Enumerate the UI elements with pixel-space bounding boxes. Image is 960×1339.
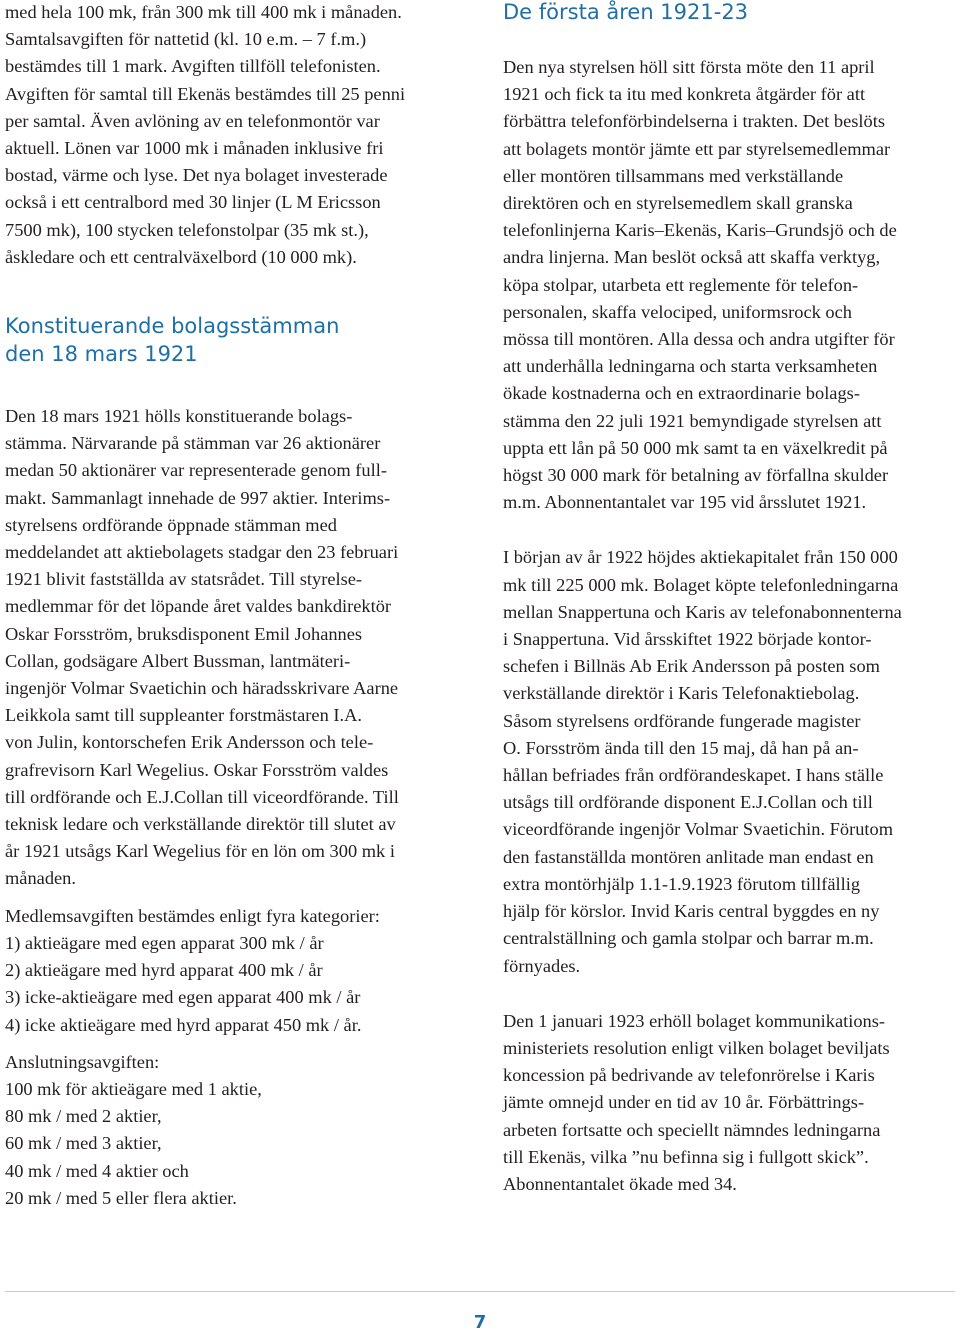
forsta-aren-paragraph-1 <box>503 54 955 516</box>
text-line: mk till 225 000 mk. Bolaget köpte telefonledningarna <box>503 574 899 595</box>
heading-line: Konstituerande bolagsstämman <box>5 314 340 339</box>
text-line: medan 50 aktionärer var representerade genom full- <box>5 460 387 481</box>
text-line: koncession på bedrivande av telefonrörelse i Karis <box>503 1065 875 1086</box>
text-line: 4) icke aktieägare med hyrd apparat 450 mk / år. <box>5 1014 362 1035</box>
forsta-aren-paragraph-3 <box>503 1008 955 1198</box>
text-line: 1921 blivit fastställda av statsrådet. Till styrelse- <box>5 569 363 590</box>
text-line: 20 mk / med 5 eller flera aktier. <box>5 1187 237 1208</box>
text-line: förbättra telefonförbindelserna i trakten. Det beslöts <box>503 111 885 132</box>
text-line: 3) icke-aktieägare med egen apparat 400 mk / år <box>5 987 361 1008</box>
text-line: styrelsens ordförande öppnade stämman med <box>5 514 337 535</box>
text-line: Den 18 mars 1921 hölls konstituerande bolags- <box>5 406 353 427</box>
text-line: schefen i Billnäs Ab Erik Andersson på posten som <box>503 656 880 677</box>
text-line: Anslutningsavgiften: <box>5 1051 160 1072</box>
text-line: m.m. Abonnentantalet var 195 vid årsslutet 1921. <box>503 492 867 513</box>
anslutningsavgift-list <box>5 1049 460 1212</box>
text-line: till ordförande och E.J.Collan till viceordförande. Till <box>5 786 399 807</box>
text-line: arbeten fortsatte och speciellt nämndes ledningarna <box>503 1119 881 1140</box>
text-line: Medlemsavgiften bestämdes enligt fyra kategorier: <box>5 905 380 926</box>
text-line: köpa stolpar, utarbeta ett reglemente för telefon- <box>503 274 859 295</box>
text-line: Den 1 januari 1923 erhöll bolaget kommunikations- <box>503 1010 886 1031</box>
text-line: förnyades. <box>503 955 581 976</box>
text-line: Såsom styrelsens ordförande fungerade magister <box>503 710 861 731</box>
text-line: telefonlinjerna Karis–Ekenäs, Karis–Grundsjö och de <box>503 220 897 241</box>
text-line: mössa till montören. Alla dessa och andra utgifter för <box>503 329 895 350</box>
text-line: viceordförande ingenjör Volmar Svaetichin. Förutom <box>503 819 894 840</box>
text-line: hjälp för körslor. Invid Karis central byggdes en ny <box>503 901 880 922</box>
text-line: den fastanställda montören anlitade man endast en <box>503 846 874 867</box>
text-line: makt. Sammanlagt innehade de 997 aktier. Interims- <box>5 487 391 508</box>
text-line: högst 30 000 mark för betalning av förfallna skulder <box>503 465 889 486</box>
text-line: andra linjerna. Man beslöt också att skaffa verktyg, <box>503 247 881 268</box>
text-line: år 1921 utsågs Karl Wegelius för en lön om 300 mk i <box>5 841 395 862</box>
text-line: meddelandet att aktiebolagets stadgar den 23 februari <box>5 542 399 563</box>
stamma-paragraph <box>5 403 460 893</box>
text-line: till Ekenäs, vilka ”nu befinna sig i fullgott skick”. <box>503 1146 869 1167</box>
text-line: per samtal. Även avlöning av en telefonmontör var <box>5 110 380 131</box>
text-line: stämma den 22 juli 1921 bemyndigade styrelsen att <box>503 410 882 431</box>
text-line: bostad, värme och lyse. Det nya bolaget investerade <box>5 165 388 186</box>
text-line: Leikkola samt till suppleanter forstmästaren I.A. <box>5 705 362 726</box>
page-number: 7 <box>473 1312 487 1333</box>
text-line: bestämdes till 1 mark. Avgiften tillföll telefonisten. <box>5 56 381 77</box>
text-line: också i ett centralbord med 30 linjer (L M Ericsson <box>5 192 381 213</box>
text-line: ingenjör Volmar Svaetichin och häradsskrivare Aarne <box>5 678 399 699</box>
intro-paragraph <box>5 0 460 271</box>
text-line: medlemmar för det löpande året valdes bankdirektör <box>5 596 392 617</box>
text-line: grafrevisorn Karl Wegelius. Oskar Forsström valdes <box>5 759 389 780</box>
text-line: utsågs till ordförande disponent E.J.Collan och till <box>503 792 873 813</box>
text-line: O. Forsström ända till den 15 maj, då han på an- <box>503 737 859 758</box>
text-line: eller montören tillsammans med verkställande <box>503 165 844 186</box>
text-line: aktuell. Lönen var 1000 mk i månaden inklusive fri <box>5 138 384 159</box>
text-line: extra montörhjälp 1.1-1.9.1923 förutom tillfällig <box>503 873 861 894</box>
text-line: jämte omnejd under en tid av 10 år. Förbättrings- <box>503 1092 865 1113</box>
text-line: 7500 mk), 100 stycken telefonstolpar (35 mk st.), <box>5 219 369 240</box>
footer-rule <box>5 1291 955 1292</box>
right-column <box>503 0 955 1198</box>
text-line: hållan befriades från ordförandeskapet. I hans ställe <box>503 765 884 786</box>
text-line: personalen, skaffa velociped, uniformsrock och <box>503 301 852 322</box>
forsta-aren-paragraph-2 <box>503 544 955 979</box>
text-line: centralställning och gamla stolpar och barrar m.m. <box>503 928 874 949</box>
text-line: Oskar Forsström, bruksdisponent Emil Johannes <box>5 623 363 644</box>
text-line: Den nya styrelsen höll sitt första möte den 11 april <box>503 57 875 77</box>
text-line: att underhålla ledningarna och starta verksamheten <box>503 356 878 377</box>
text-line: ökade kostnaderna och en extraordinarie bolags- <box>503 383 860 404</box>
text-line: I början av år 1922 höjdes aktiekapitalet från 150 000 <box>503 547 898 568</box>
text-line: ministeriets resolution enligt vilken bolaget beviljats <box>503 1037 890 1058</box>
text-line: 2) aktieägare med hyrd apparat 400 mk / år <box>5 960 323 981</box>
text-line: 80 mk / med 2 aktier, <box>5 1106 162 1127</box>
heading-line: den 18 mars 1921 <box>5 342 198 367</box>
text-line: åskledare och ett centralväxelbord (10 000 mk). <box>5 246 357 267</box>
text-line: teknisk ledare och verkställande direktör till slutet av <box>5 814 396 835</box>
text-line: i Snappertuna. Vid årsskiftet 1922 började kontor- <box>503 629 872 650</box>
text-line: 60 mk / med 3 aktier, <box>5 1133 162 1154</box>
text-line: med hela 100 mk, från 300 mk till 400 mk i månaden. <box>5 2 402 22</box>
text-line: von Julin, kontorschefen Erik Andersson och tele- <box>5 732 374 753</box>
text-line: 1921 och fick ta itu med konkreta åtgärder för att <box>503 84 866 105</box>
text-line: 40 mk / med 4 aktier och <box>5 1160 189 1181</box>
medlemsavgift-list <box>5 903 460 1039</box>
text-line: mellan Snappertuna och Karis av telefonabonnenterna <box>503 601 902 622</box>
text-line: 1) aktieägare med egen apparat 300 mk / år <box>5 932 324 953</box>
left-column <box>5 0 460 1212</box>
text-line: verkställande direktör i Karis Telefonaktiebolag. <box>503 683 860 704</box>
text-line: Avgiften för samtal till Ekenäs bestämdes till 25 penni <box>5 83 406 104</box>
text-line: 100 mk för aktieägare med 1 aktie, <box>5 1078 262 1099</box>
text-line: månaden. <box>5 868 76 889</box>
text-line: direktören och en styrelsemedlem skall granska <box>503 193 853 214</box>
text-line: uppta ett lån på 50 000 mk samt ta en växelkredit på <box>503 437 888 458</box>
text-line: Collan, godsägare Albert Bussman, lantmäteri- <box>5 650 351 671</box>
text-line: att bolagets montör jämte ett par styrelsemedlemmar <box>503 138 891 159</box>
section-heading-forsta-aren: De första åren 1921-23 <box>503 0 749 24</box>
text-line: Samtalsavgiften för nattetid (kl. 10 e.m. – 7 f.m.) <box>5 29 367 50</box>
section-heading-konstituerande <box>5 312 460 368</box>
text-line: stämma. Närvarande på stämman var 26 aktionärer <box>5 433 381 454</box>
text-line: Abonnentantalet ökade med 34. <box>503 1173 737 1194</box>
